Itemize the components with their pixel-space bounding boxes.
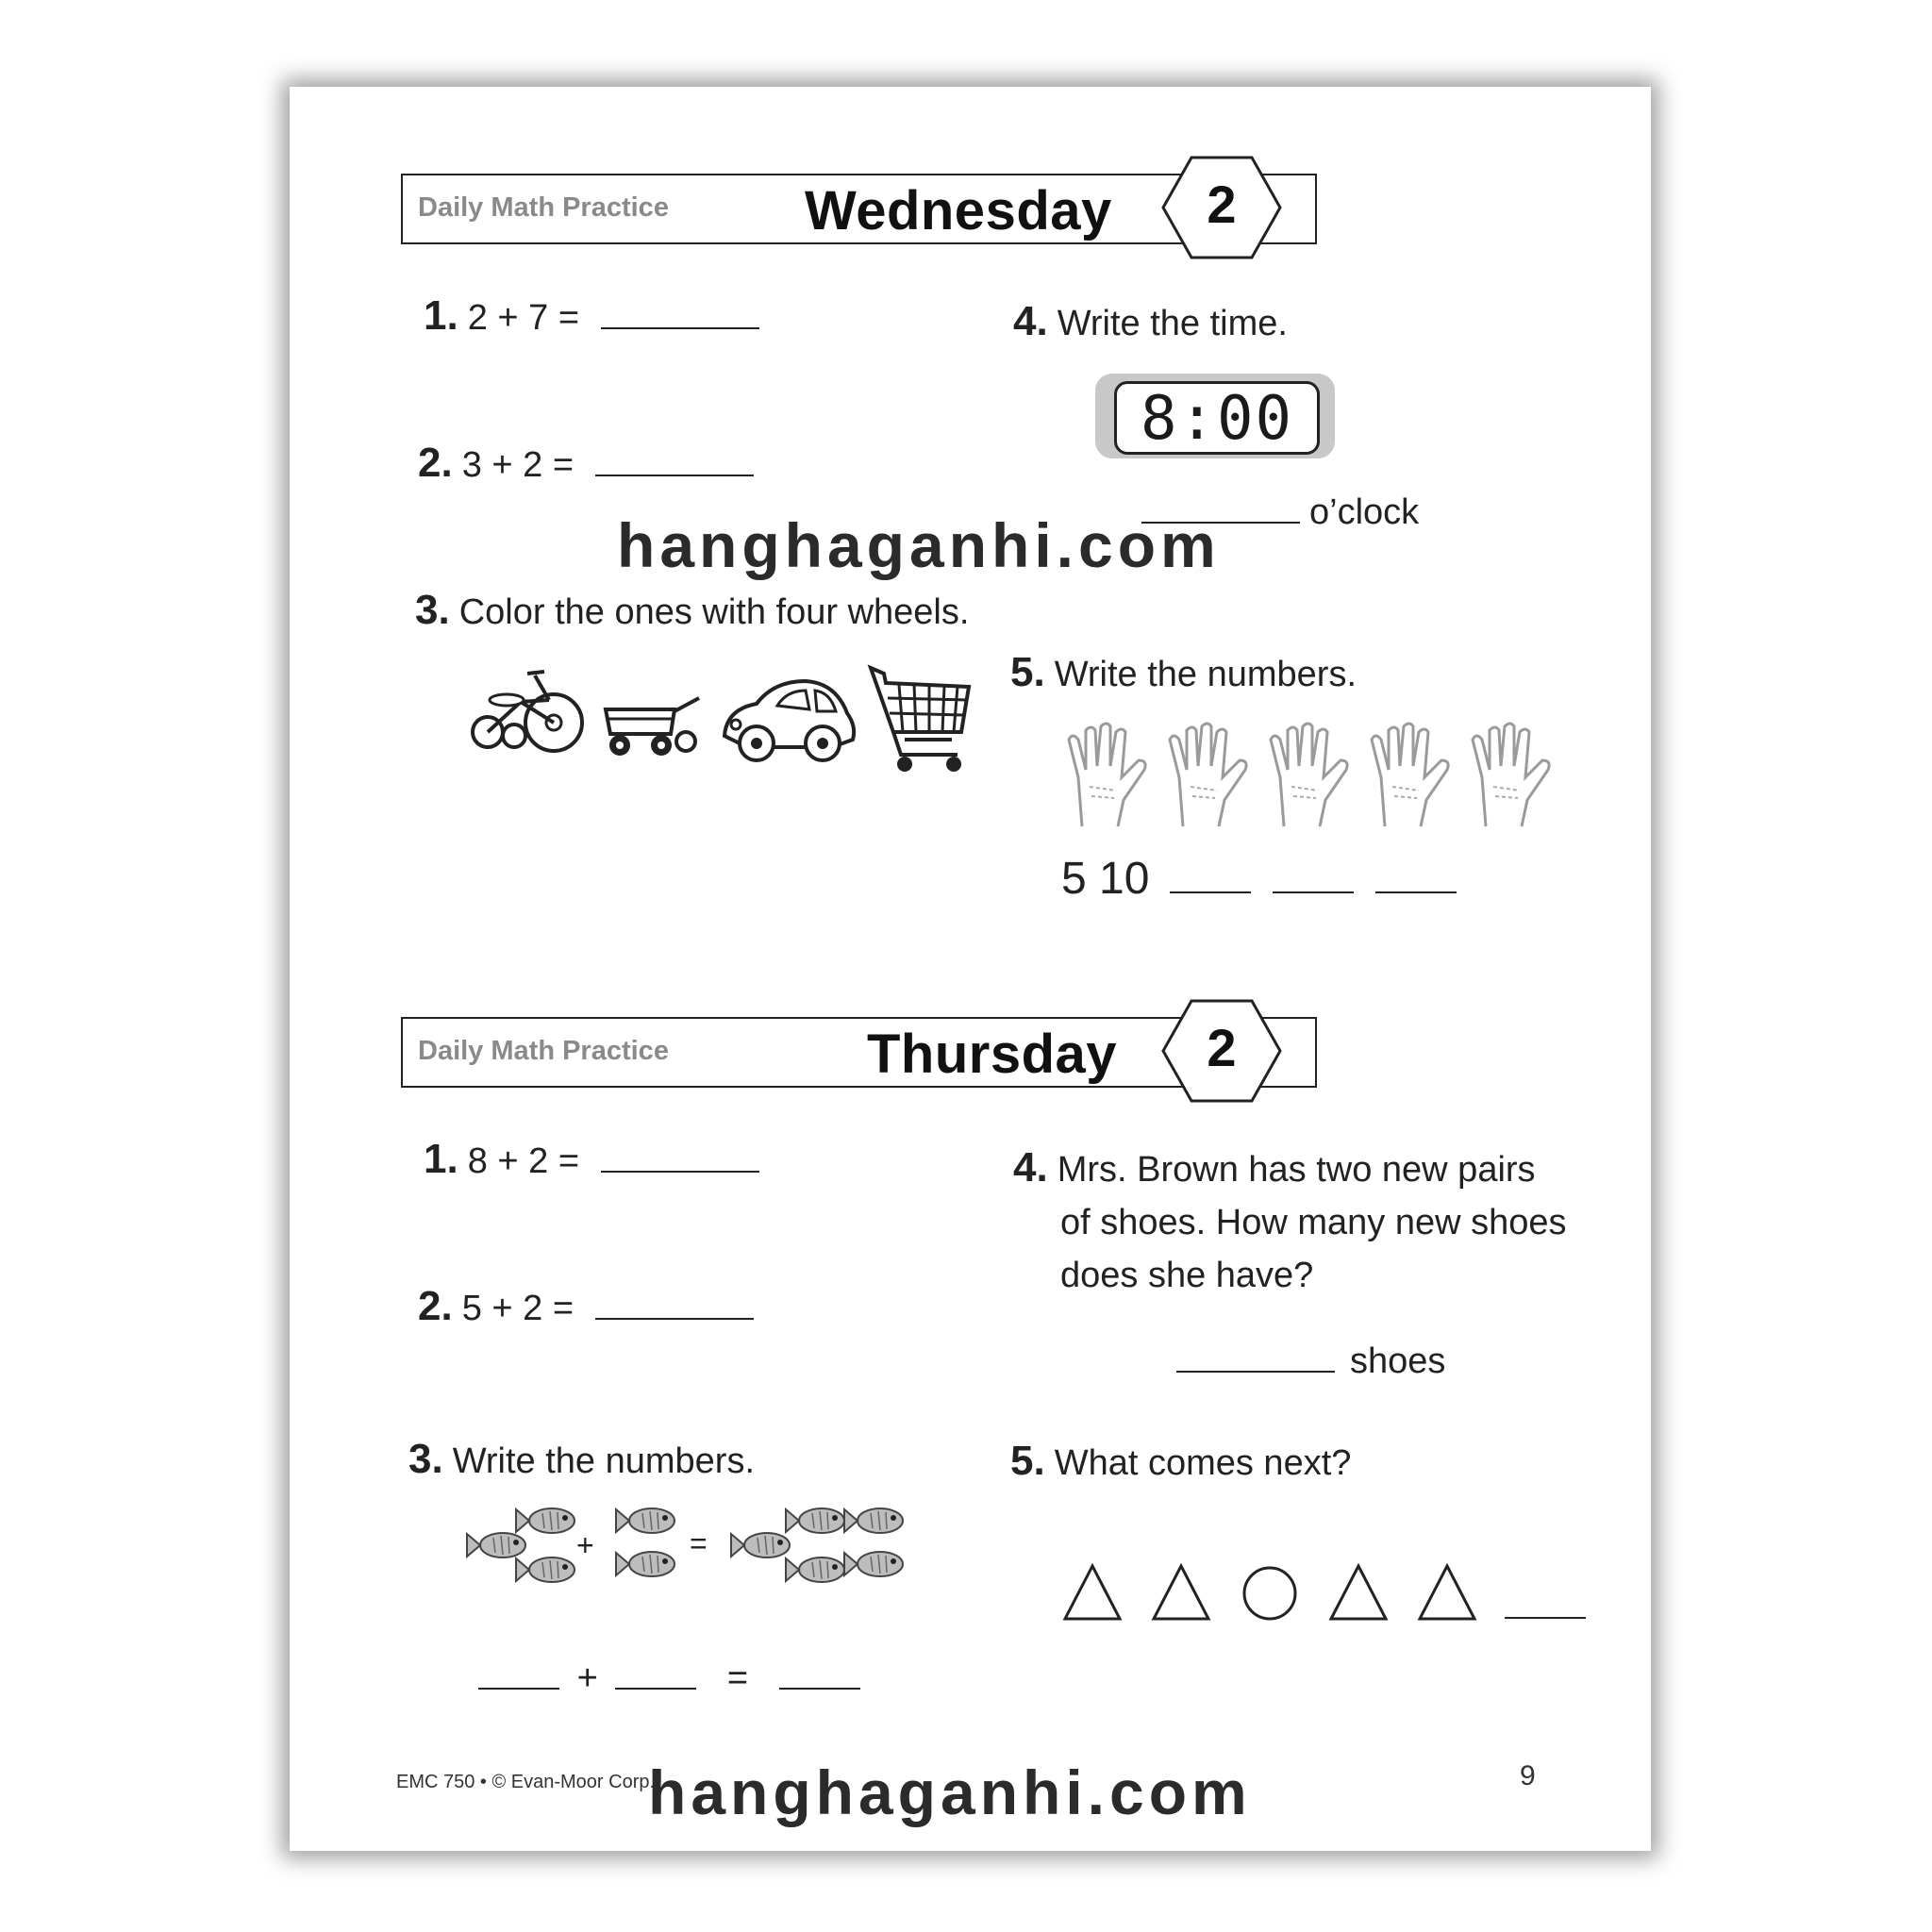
question-number: 3. <box>408 1436 443 1482</box>
question-line: Mrs. Brown has two new pairs <box>1057 1150 1536 1190</box>
tricycle-icon[interactable] <box>469 664 587 758</box>
equals-sign: = <box>690 1526 708 1560</box>
triangle-shape <box>1061 1562 1124 1623</box>
hand-icon <box>1162 721 1257 832</box>
answer-line[interactable] <box>1273 891 1354 893</box>
fish-icon <box>842 1504 905 1540</box>
hands-row <box>1061 721 1590 834</box>
wed-q3 <box>415 587 969 634</box>
banner-label: Daily Math Practice <box>418 1036 669 1066</box>
question-number: 2. <box>418 440 453 486</box>
answer-line[interactable] <box>1375 891 1457 893</box>
fish-icon <box>784 1553 846 1589</box>
question-text: Write the numbers. <box>1054 655 1357 694</box>
question-text: Write the time. <box>1057 304 1288 343</box>
answer-line[interactable] <box>478 1688 559 1690</box>
fish-icon <box>729 1528 791 1564</box>
answer-line[interactable] <box>615 1688 696 1690</box>
worksheet-page <box>290 87 1651 1851</box>
thu-q4 <box>1013 1141 1567 1302</box>
equals-sign: = <box>726 1658 749 1698</box>
question-number: 4. <box>1013 1144 1048 1191</box>
fish-icon <box>514 1504 576 1540</box>
fish-icon <box>614 1547 676 1583</box>
question-number: 1. <box>424 292 458 339</box>
week-number: 2 <box>1207 1018 1237 1077</box>
answer-line[interactable] <box>595 1318 754 1320</box>
wed-q4 <box>1013 298 1288 345</box>
car-icon[interactable] <box>719 672 860 766</box>
fish-icon <box>784 1504 846 1540</box>
wed-q1 <box>424 292 759 340</box>
answer-line[interactable] <box>595 475 754 476</box>
plus-sign: + <box>576 1528 594 1562</box>
answer-line[interactable] <box>1505 1617 1586 1619</box>
question-number: 3. <box>415 587 450 633</box>
thu-q2 <box>418 1283 754 1330</box>
answer-unit: shoes <box>1350 1341 1446 1381</box>
thu-q5 <box>1010 1438 1351 1485</box>
equation: 5 + 2 = <box>461 1289 575 1328</box>
hand-icon <box>1364 721 1458 832</box>
watermark: hanghaganhi.com <box>648 1757 1252 1827</box>
equation: 3 + 2 = <box>461 445 575 485</box>
question-text: What comes next? <box>1054 1443 1352 1483</box>
equation: 8 + 2 = <box>467 1141 580 1181</box>
question-text: Write the numbers. <box>452 1441 756 1481</box>
thu-q1 <box>424 1136 759 1183</box>
triangle-shape <box>1416 1562 1478 1623</box>
answer-line[interactable] <box>601 327 759 329</box>
circle-shape <box>1239 1562 1301 1623</box>
question-number: 1. <box>424 1136 458 1182</box>
day-title: Wednesday <box>805 180 1112 242</box>
plus-sign: + <box>576 1658 598 1698</box>
week-number: 2 <box>1207 175 1237 234</box>
answer-unit: o’clock <box>1309 492 1420 532</box>
triangle-shape <box>1150 1562 1212 1623</box>
answer-line[interactable] <box>1176 1371 1335 1373</box>
thu-q4-answer <box>1176 1341 1445 1382</box>
fish-icon <box>842 1547 905 1583</box>
number-sequence: 5 10 <box>1061 854 1150 904</box>
footer-credit: EMC 750 • © Evan-Moor Corp. <box>396 1772 656 1792</box>
question-line: of shoes. How many new shoes <box>1060 1203 1567 1242</box>
shopping-cart-icon[interactable] <box>867 664 980 777</box>
answer-line[interactable] <box>779 1688 860 1690</box>
fish-icon <box>514 1553 576 1589</box>
wagon-icon[interactable] <box>601 692 705 760</box>
fish-icon <box>614 1504 676 1540</box>
page-number: 9 <box>1520 1760 1536 1791</box>
wed-q2 <box>418 440 754 487</box>
hand-icon <box>1061 721 1156 832</box>
equation: 2 + 7 = <box>467 298 580 338</box>
question-number: 2. <box>418 1283 453 1329</box>
answer-line[interactable] <box>601 1171 759 1173</box>
wed-q5-answer <box>1061 853 1457 905</box>
triangle-shape <box>1327 1562 1390 1623</box>
hand-icon <box>1263 721 1357 832</box>
shape-pattern <box>1061 1562 1590 1628</box>
question-line: does she have? <box>1060 1256 1314 1295</box>
question-text: Color the ones with four wheels. <box>458 592 970 632</box>
fish-equation <box>465 1502 956 1596</box>
clock-display: 8:00 <box>1114 381 1320 455</box>
answer-line[interactable] <box>1170 891 1251 893</box>
day-title: Thursday <box>867 1024 1118 1085</box>
thu-q3-answer <box>478 1658 860 1699</box>
hand-icon <box>1465 721 1559 832</box>
question-number: 5. <box>1010 1438 1045 1484</box>
digital-clock <box>1095 374 1335 458</box>
question-number: 4. <box>1013 298 1048 344</box>
wed-q5 <box>1010 649 1357 696</box>
banner-label: Daily Math Practice <box>418 192 669 223</box>
watermark: hanghaganhi.com <box>617 510 1221 580</box>
thu-q3 <box>408 1436 755 1483</box>
question-number: 5. <box>1010 649 1045 695</box>
